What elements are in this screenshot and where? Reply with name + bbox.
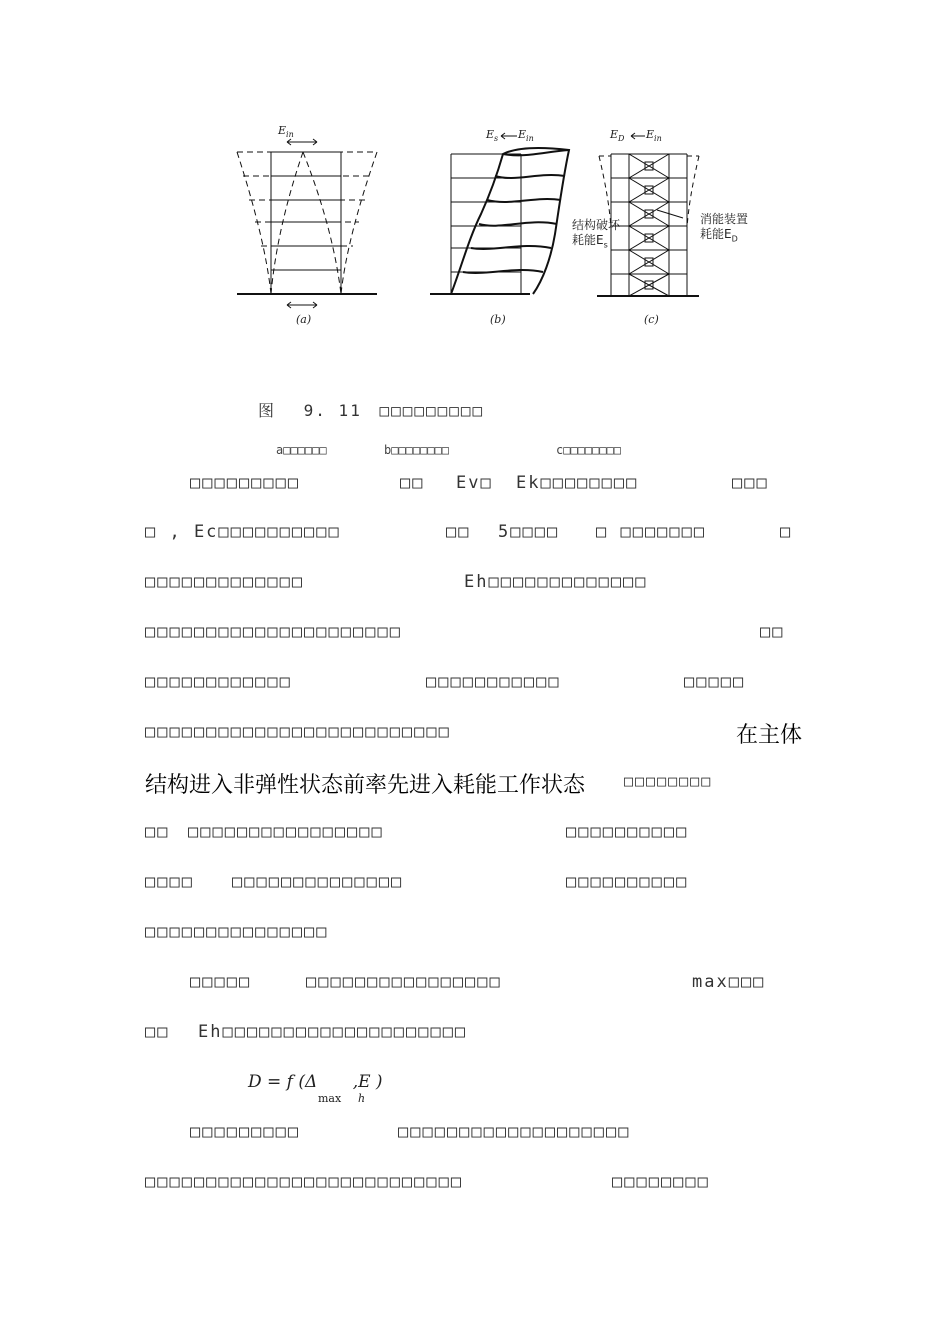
formula-sep: ,E [347, 1072, 371, 1092]
line-1b: □□ [400, 473, 425, 493]
label-c-note-line2 [700, 227, 748, 246]
label-b-note-line2 [572, 233, 620, 252]
caption-title: □□□□□□□□□ [379, 401, 485, 420]
label-a-top [278, 124, 294, 139]
line-7b: □□□□□□□□ [624, 772, 713, 790]
panel-c-label: (c) [644, 313, 659, 326]
line-11a: □□□□□ [190, 972, 252, 992]
line-1e: □□□ [732, 473, 769, 493]
line-5c: □□□□□ [684, 672, 746, 692]
line-9c: □□□□□□□□□□ [566, 872, 689, 892]
line-14b: □□□□□□□□ [612, 1172, 710, 1192]
line-5b: □□□□□□□□□□□ [426, 672, 561, 692]
panel-a-label: (a) [296, 313, 312, 326]
caption-sub-b: b□□□□□□□□ [384, 443, 450, 457]
label-b-note-line2-text: 耗能E [572, 233, 604, 247]
line-1d: Ek□□□□□□□□ [516, 473, 639, 493]
label-c-top-right [646, 128, 662, 143]
line-6b: 在主体 [736, 723, 803, 748]
line-12a: □□ [145, 1022, 170, 1042]
formula-sub-h: h [358, 1092, 366, 1105]
formula-main: D = f (Δ [248, 1072, 318, 1092]
label-c-top-left-sub: D [618, 134, 625, 144]
line-8b: □□□□□□□□□□□□□□□□ [188, 822, 384, 842]
line-11c: max□□□ [692, 972, 766, 992]
label-c-top-left-text: E [610, 128, 619, 141]
label-a-top-sub: in [286, 130, 294, 140]
line-1c: Ev□ [456, 473, 493, 493]
caption-number: 9. 11 [303, 401, 362, 420]
line-5a: □□□□□□□□□□□□ [145, 672, 292, 692]
line-14a: □□□□□□□□□□□□□□□□□□□□□□□□□□ [145, 1172, 464, 1192]
label-b-top-right-text: E [518, 128, 527, 141]
line-2a: □ , Ec□□□□□□□□□□ [145, 522, 341, 542]
line-2d: □ □□□□□□□ [596, 522, 707, 542]
line-3a: □□□□□□□□□□□□□ [145, 572, 305, 592]
line-3b: Eh□□□□□□□□□□□□□ [464, 572, 648, 592]
label-c-note-line2-sub: D [731, 234, 738, 244]
line-2b: □□ [446, 522, 471, 542]
label-b-top-left-sub: s [494, 134, 499, 144]
line-11b: □□□□□□□□□□□□□□□□ [306, 972, 502, 992]
line-1a: □□□□□□□□□ [190, 473, 301, 493]
label-b-top-right-sub: in [526, 134, 534, 144]
label-b-note [572, 218, 620, 252]
formula-sub-max: max [318, 1092, 342, 1105]
label-b-note-line1: 结构破坏 [572, 218, 621, 232]
panel-b-label: (b) [490, 313, 506, 326]
line-7a: 结构进入非弹性状态前率先进入耗能工作状态 [145, 773, 586, 798]
line-4a: □□□□□□□□□□□□□□□□□□□□□ [145, 622, 402, 642]
line-9a: □□□□ [145, 872, 194, 892]
caption-sub-a: a□□□□□□ [276, 443, 327, 457]
panel-c-drawing [597, 133, 699, 296]
structure-energy-figure [225, 118, 725, 338]
label-c-note [700, 212, 748, 246]
label-c-note-line1: 消能装置 [700, 212, 749, 226]
line-4b: □□ [760, 622, 785, 642]
caption-sub-c: c□□□□□□□□ [556, 443, 622, 457]
line-2c: 5□□□□ [498, 522, 560, 542]
formula [248, 1072, 383, 1092]
label-b-top-right [518, 128, 534, 143]
line-2e: □ [780, 522, 793, 542]
line-13b: □□□□□□□□□□□□□□□□□□□ [398, 1122, 631, 1142]
line-10a: □□□□□□□□□□□□□□□ [145, 922, 329, 942]
label-b-top-left [486, 128, 498, 143]
formula-close: ) [370, 1072, 383, 1092]
label-b-note-line2-sub: s [603, 240, 608, 250]
line-6a: □□□□□□□□□□□□□□□□□□□□□□□□□ [145, 722, 451, 742]
line-13a: □□□□□□□□□ [190, 1122, 301, 1142]
label-c-top-right-text: E [646, 128, 655, 141]
label-a-top-text: E [278, 124, 287, 137]
label-c-note-line2-text: 耗能E [700, 227, 732, 241]
panel-b-drawing [430, 133, 569, 294]
label-c-top-right-sub: in [654, 134, 662, 144]
line-8a: □□ [145, 822, 170, 842]
line-9b: □□□□□□□□□□□□□□ [232, 872, 404, 892]
caption-prefix: 图 [258, 401, 277, 420]
label-b-top-left-text: E [486, 128, 495, 141]
line-8c: □□□□□□□□□□ [566, 822, 689, 842]
line-12b: Eh□□□□□□□□□□□□□□□□□□□□ [198, 1022, 468, 1042]
panel-a-drawing [237, 139, 377, 308]
figure-caption [258, 398, 484, 421]
label-c-top-left [610, 128, 624, 143]
